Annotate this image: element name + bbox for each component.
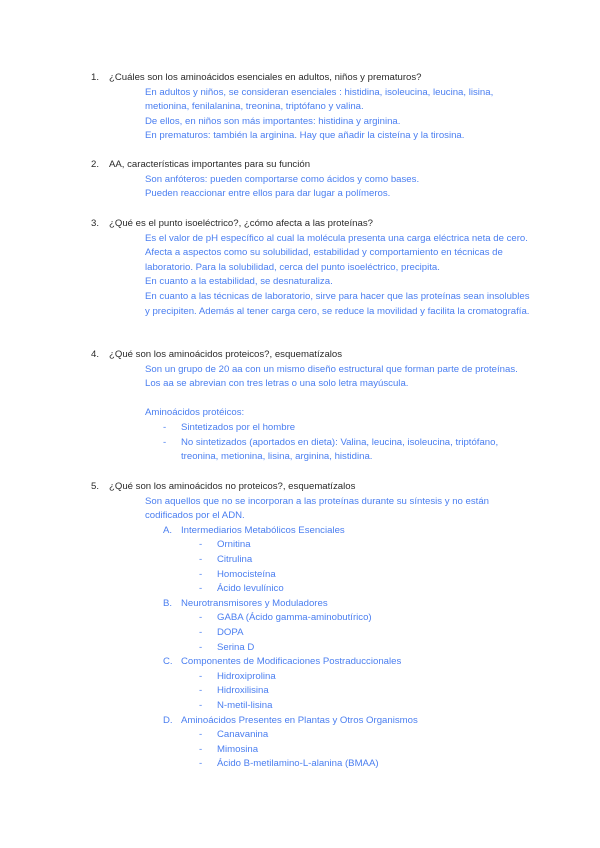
answer-paragraph: En adultos y niños, se consideran esenciales : histidina, isoleucina, leucina, lisina, metionina, fenilalanina, treonina, triptófano y valina.	[145, 86, 494, 113]
item-dash: -	[199, 758, 203, 770]
group-title: Aminoácidos Presentes en Plantas y Otros Organismos	[181, 714, 418, 726]
group-title: Neurotransmisores y Moduladores	[181, 597, 328, 609]
group-item: Serina D	[217, 641, 255, 653]
item-dash: -	[199, 685, 203, 697]
item-dash: -	[199, 553, 203, 565]
group-d	[0, 714, 600, 772]
item-dash: -	[199, 612, 203, 624]
item-dash: -	[199, 568, 203, 580]
question-number: 1.	[91, 72, 100, 83]
group-letter: B.	[163, 597, 173, 609]
group-item: Ácido B-metilamino-L-alanina (BMAA)	[217, 758, 379, 770]
question-title: ¿Qué es el punto isoeléctrico?, ¿cómo afecta a las proteínas?	[109, 218, 373, 229]
bullet-item	[145, 436, 535, 465]
answer-paragraph: Pueden reaccionar entre ellos para dar lugar a polímeros.	[145, 188, 391, 200]
question-number: 3.	[91, 218, 100, 229]
group-item: DOPA	[217, 626, 244, 638]
question-1	[0, 71, 600, 144]
group-title: Intermediarios Metabólicos Esenciales	[181, 524, 345, 536]
bullet-dash: -	[163, 421, 167, 433]
question-title: ¿Qué son los aminoácidos no proteicos?, esquematízalos	[109, 481, 356, 492]
answer-paragraph: De ellos, en niños son más importantes: histidina y arginina.	[145, 115, 401, 127]
bullet-text: No sintetizados (aportados en dieta): Valina, leucina, isoleucina, triptófano, treonina, metionina, lisina, arginina, histidina.	[181, 436, 499, 463]
item-dash: -	[199, 641, 203, 653]
group-title: Componentes de Modificaciones Postraduccionales	[181, 656, 402, 668]
item-dash: -	[199, 729, 203, 741]
answer-block	[145, 232, 535, 320]
group-item: Ornitina	[217, 539, 251, 551]
group-item: Mimosina	[217, 743, 259, 755]
item-dash: -	[199, 670, 203, 682]
group-item: Ácido levulínico	[217, 583, 284, 595]
list-heading: Aminoácidos protéicos:	[145, 407, 245, 419]
answer-block	[145, 495, 535, 524]
answer-paragraph: En prematuros: también la arginina. Hay que añadir la cisteína y la tirosina.	[145, 130, 465, 142]
group-item: Hidroxiprolina	[217, 670, 276, 682]
group-b	[0, 597, 600, 655]
bullet-text: Sintetizados por el hombre	[181, 421, 296, 433]
item-dash: -	[199, 539, 203, 551]
item-dash: -	[199, 743, 203, 755]
group-item: Citrulina	[217, 553, 253, 565]
answer-paragraph: Son un grupo de 20 aa con un mismo diseño estructural que forman parte de proteínas. Los aa se abrevian con tres letras o una solo letra mayúscula.	[145, 363, 518, 390]
item-dash: -	[199, 583, 203, 595]
group-letter: A.	[163, 524, 173, 536]
group-item: Hidroxilisina	[217, 685, 269, 697]
group-a	[0, 524, 600, 597]
question-number: 4.	[91, 349, 100, 360]
bullet-dash: -	[163, 436, 167, 448]
answer-paragraph: Es el valor de pH específico al cual la molécula presenta una carga eléctrica neta de cero. Afecta a aspectos como su solubilidad, estabilidad y comportamiento en técnicas de laboratorio. Para la solubilidad, cerca del punto isoeléctrico, precipita.	[145, 232, 528, 273]
question-title: ¿Cuáles son los aminoácidos esenciales en adultos, niños y prematuros?	[109, 72, 422, 83]
question-number: 2.	[91, 159, 100, 170]
group-c	[0, 655, 600, 713]
item-dash: -	[199, 626, 203, 638]
answer-block	[145, 363, 535, 465]
answer-block	[145, 86, 535, 144]
bullet-item	[145, 421, 535, 436]
answer-block	[145, 173, 535, 202]
question-5	[0, 480, 600, 772]
question-title: ¿Qué son los aminoácidos proteicos?, esquematízalos	[109, 349, 343, 360]
question-2	[0, 158, 600, 202]
answer-paragraph: Son anfóteros: pueden comportarse como ácidos y como bases.	[145, 173, 420, 185]
group-item: N-metil-lisina	[217, 699, 273, 711]
answer-paragraph: Son aquellos que no se incorporan a las proteínas durante su síntesis y no están codificados por el ADN.	[145, 495, 489, 522]
group-item: GABA (Ácido gamma-aminobutírico)	[217, 612, 372, 624]
question-title: AA, características importantes para su función	[109, 159, 311, 170]
question-4	[0, 348, 600, 465]
question-number: 5.	[91, 481, 100, 492]
group-item: Canavanina	[217, 729, 269, 741]
group-letter: D.	[163, 714, 173, 726]
answer-paragraph: En cuanto a la estabilidad, se desnaturaliza.	[145, 276, 333, 288]
group-item: Homocisteína	[217, 568, 276, 580]
item-dash: -	[199, 699, 203, 711]
question-3	[0, 217, 600, 319]
answer-paragraph: En cuanto a las técnicas de laboratorio, sirve para hacer que las proteínas sean insolubles y precipiten. Además al tener carga cero, se reduce la movilidad y facilita la cromatografía.	[145, 290, 530, 317]
group-letter: C.	[163, 656, 173, 668]
